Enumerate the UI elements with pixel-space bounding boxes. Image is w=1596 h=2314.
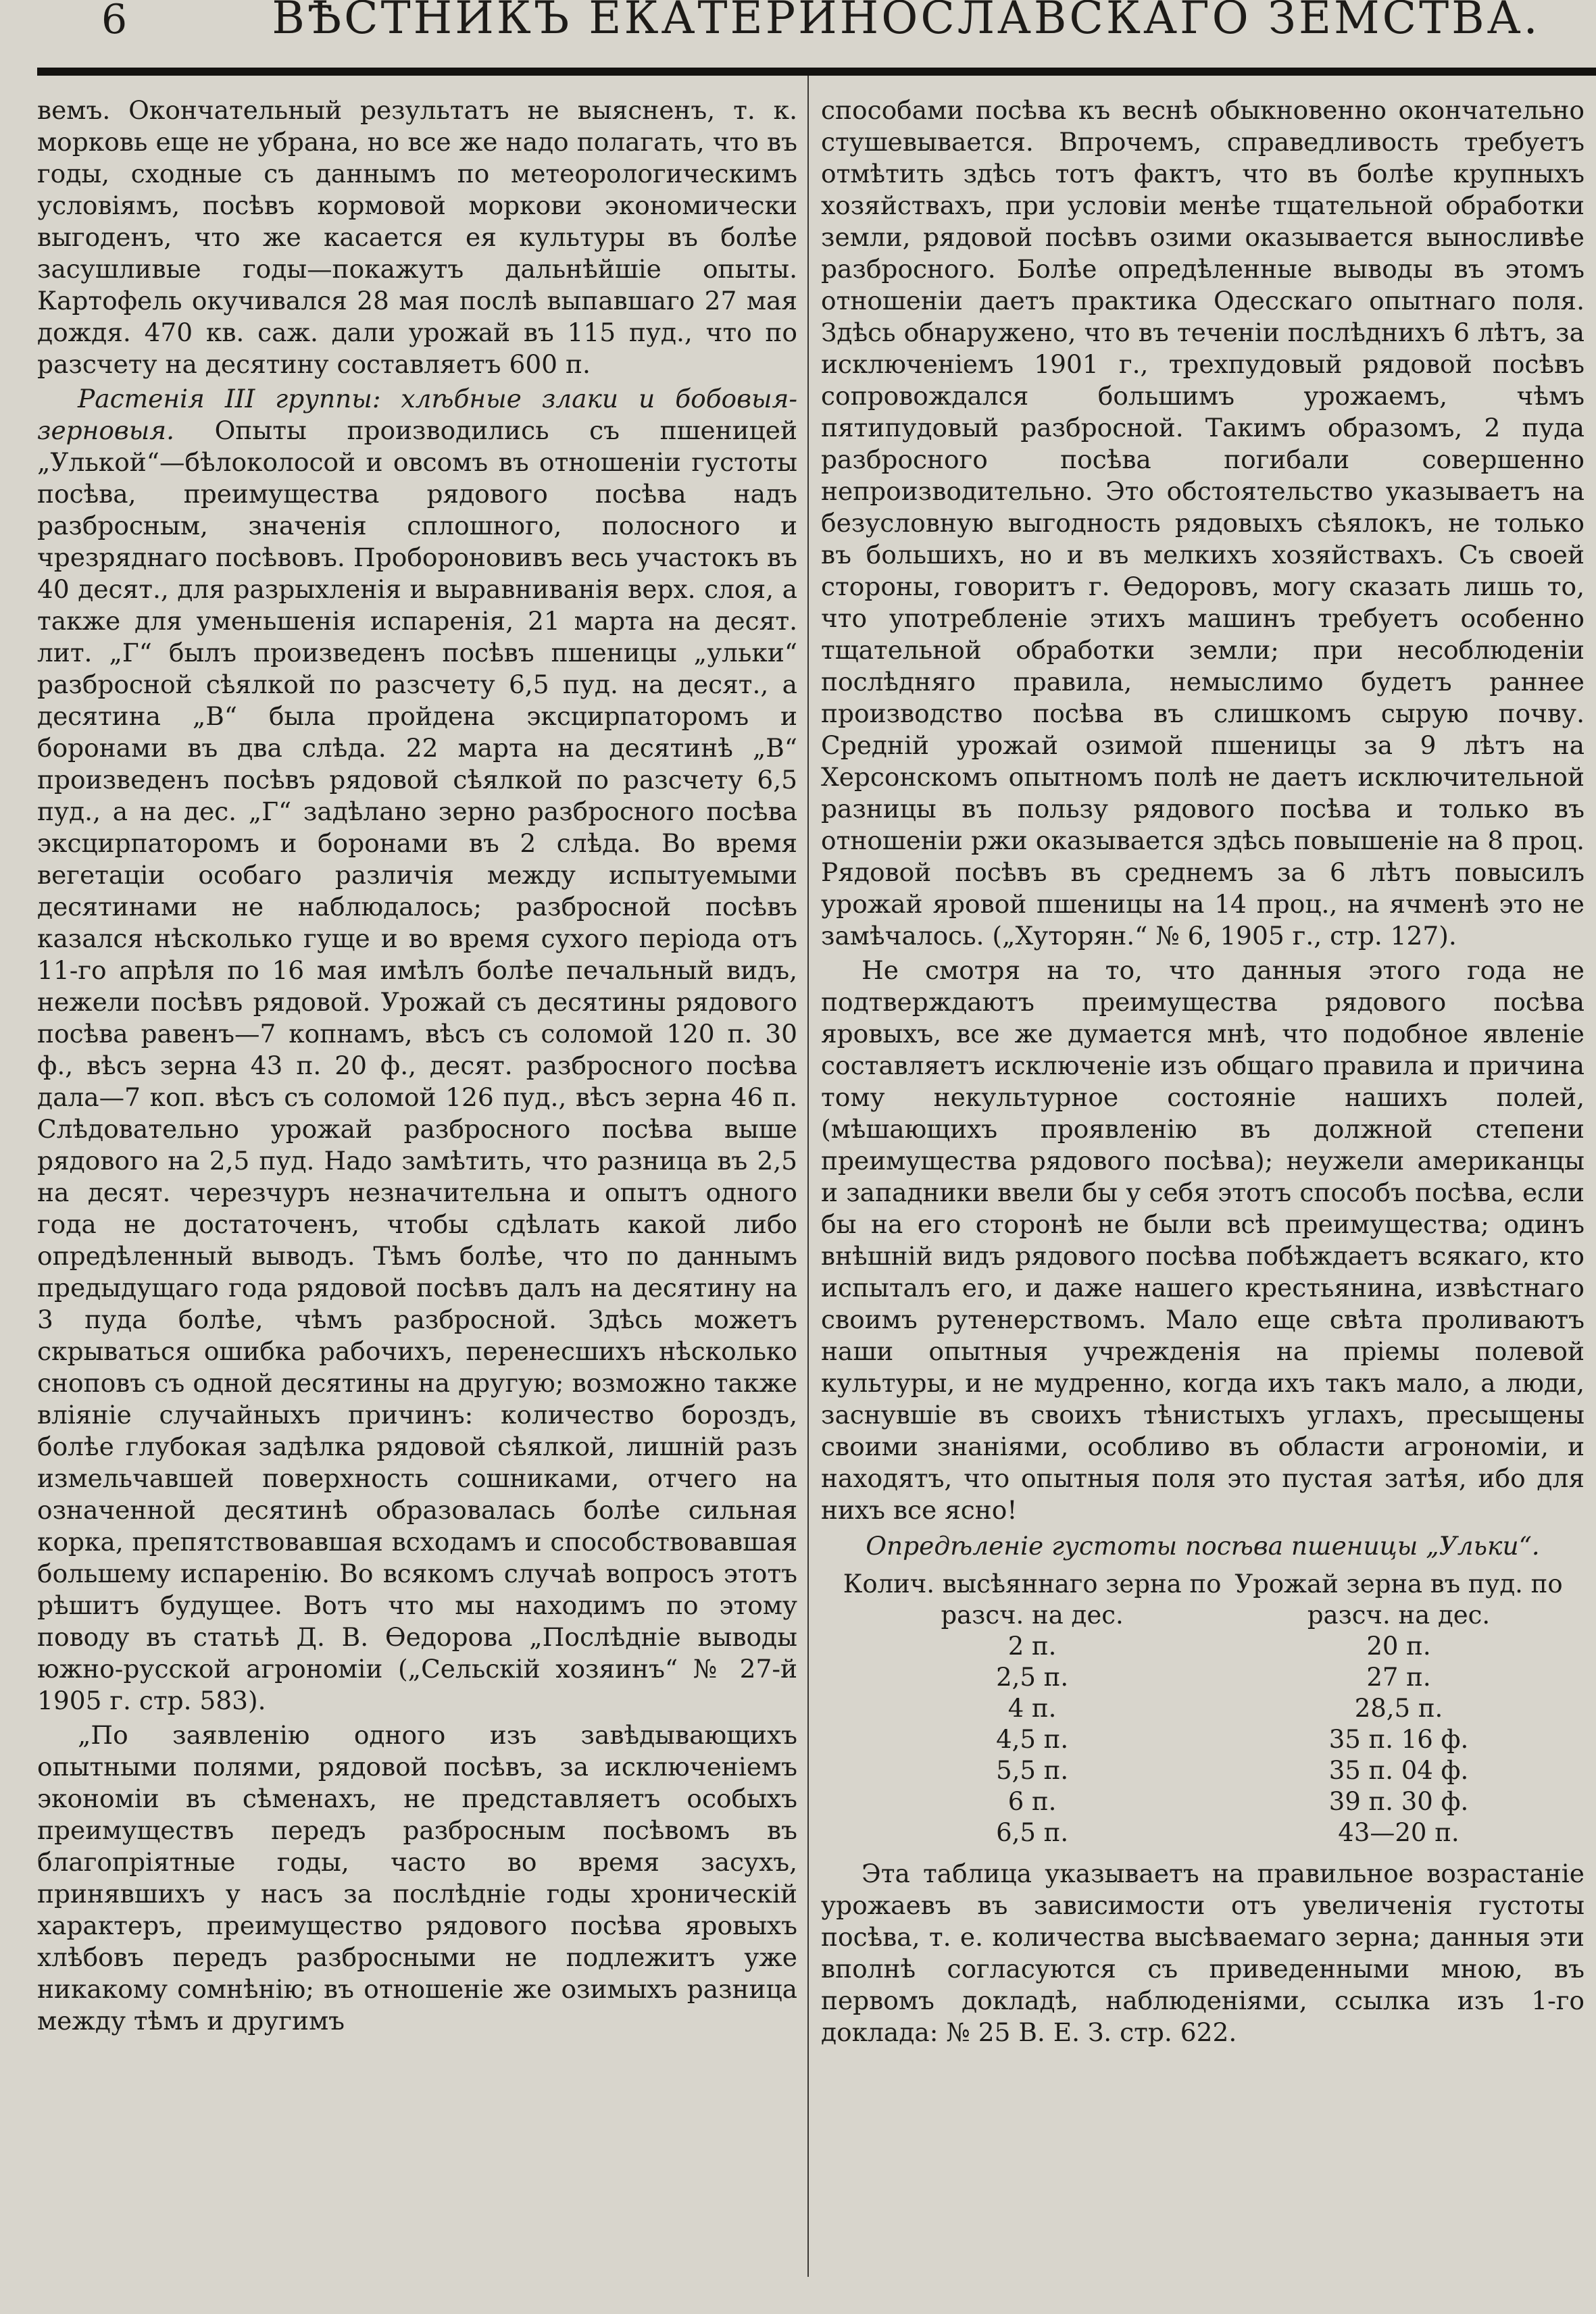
section-heading: Растенія III группы: хлѣбные злаки и бобовыя-зерновыя. xyxy=(37,384,797,445)
right-column xyxy=(821,95,1585,2280)
table-cell: 39 п. 30 ф. xyxy=(1328,1787,1469,1816)
table-cell: 2,5 п. xyxy=(996,1663,1069,1692)
table-cell: 2 п. xyxy=(1007,1632,1057,1661)
table-row xyxy=(837,1662,1570,1693)
table-row xyxy=(837,1786,1570,1817)
table-cell: 43—20 п. xyxy=(1338,1818,1460,1847)
table-row xyxy=(837,1817,1570,1848)
paragraph xyxy=(37,383,797,1717)
table-header-row xyxy=(837,1569,1570,1631)
paragraph: Не смотря на то, что данныя этого года не подтверждаютъ преимущества рядового посѣва яровыхъ, все же думается мнѣ, что подобное явленіе составляетъ исключеніе изъ общаго правила и причина тому некультурное состояніе нашихъ полей, (мѣшающихъ проявленію въ должной степени преимущества рядового посѣва); неужели американцы и западники ввели бы у себя этотъ способъ посѣва, если бы на его сторонѣ не были всѣ преимущества; одинъ внѣшній видъ рядового посѣва побѣждаетъ всякаго, кто испыталъ его, и даже нашего крестьянина, извѣстнаго своимъ рутенерствомъ. Мало еще свѣта проливаютъ наши опытныя учрежденія на пріемы полевой культуры, и не мудренно, когда ихъ такъ мало, а люди, заснувшіе въ своихъ тѣнистыхъ углахъ, пресыщены своими знаніями, особливо въ области агрономіи, и находятъ, что опытныя поля это пустая затѣя, ибо для нихъ все ясно! xyxy=(821,955,1585,1525)
table-row xyxy=(837,1631,1570,1662)
paragraph: вемъ. Окончательный результатъ не выясненъ, т. к. морковь еще не убрана, но все же надо полагать, что въ годы, сходные съ даннымъ по метеорологическимъ условіямъ, посѣвъ кормовой моркови экономически выгоденъ, что же касается ея культуры въ болѣе засушливые годы—покажутъ дальнѣйшіе опыты. Картофель окучивался 28 мая послѣ выпавшаго 27 мая дождя. 470 кв. саж. дали урожай въ 115 пуд., что по разсчету на десятину составляетъ 600 п. xyxy=(37,95,797,379)
header-rule xyxy=(37,68,1596,76)
table-cell: 35 п. 04 ф. xyxy=(1328,1756,1469,1785)
paragraph-text: Опыты производились съ пшеницей „Улькой“—бѣлоколосой и овсомъ въ отношеніи густоты посѣва, преимущества рядового посѣва надъ разбросным, значенія сплошного, полосного и чрезряднаго посѣвовъ. Пробороновивъ весь участокъ въ 40 десят., для разрыхленія и выравниванія верх. слоя, а также для уменьшенія испаренія, 21 марта на десят. лит. „Г“ былъ произведенъ посѣвъ пшеницы „ульки“ разбросной сѣялкой по разсчету 6,5 пуд. на десят., а десятина „В“ была пройдена эксцирпаторомъ и боронами въ два слѣда. 22 марта на десятинѣ „В“ произведенъ посѣвъ рядовой сѣялкой по разсчету 6,5 пуд., а на дес. „Г“ задѣлано зерно разбросного посѣва эксцирпаторомъ и боронами въ 2 слѣда. Во время вегетаціи особаго различія между испытуемыми десятинами не наблюдалось; разбросной посѣвъ казался нѣсколько гуще и во время сухого періода отъ 11-го апрѣля по 16 мая имѣлъ болѣе печальный видъ, нежели посѣвъ рядовой. Урожай съ десятины рядового посѣва равенъ—7 копнамъ, вѣсъ съ соломой 120 п. 30 ф., вѣсъ зерна 43 п. 20 ф., десят. разбросного посѣва дала—7 коп. вѣсъ съ соломой 126 пуд., вѣсъ зерна 46 п. Слѣдовательно урожай разбросного посѣва выше рядового на 2,5 пуд. Надо замѣтить, что разница въ 2,5 на десят. черезчуръ незначительна и опытъ одного года не достаточенъ, чтобы сдѣлать какой либо опредѣленный выводъ. Тѣмъ болѣе, что по даннымъ предыдущаго года рядовой посѣвъ далъ на десятину на 3 пуда болѣе, чѣмъ разбросной. Здѣсь можетъ скрываться ошибка рабочихъ, перенесшихъ нѣсколько сноповъ съ одной десятины на другую; возможно также вліяніе случайныхъ причинъ: количество бороздъ, болѣе глубокая задѣлка рядовой сѣялкой, лишній разъ измельчавшей поверхность сошниками, отчего на означенной десятинѣ образовалась болѣе сильная корка, препятствовавшая всходамъ и способствовавшая большему испаренію. Во всякомъ случаѣ вопросъ этотъ рѣшитъ будущее. Вотъ что мы находимъ по этому поводу въ статьѣ Д. В. Өедорова „Послѣдніе выводы южно-русской агрономіи („Сельскій хозяинъ“ № 27-й 1905 г. стр. 583). xyxy=(37,416,797,1715)
table-row xyxy=(837,1693,1570,1724)
table-cell: 28,5 п. xyxy=(1354,1694,1443,1723)
column-divider xyxy=(807,76,809,2277)
page-header xyxy=(0,0,1596,68)
table-cell: 4 п. xyxy=(1007,1694,1057,1723)
table-cell: 6,5 п. xyxy=(996,1818,1069,1847)
table-row xyxy=(837,1755,1570,1786)
page-number: 6 xyxy=(101,0,128,43)
table-cell: 5,5 п. xyxy=(996,1756,1069,1785)
table-cell: 35 п. 16 ф. xyxy=(1328,1725,1469,1754)
table-cell: 27 п. xyxy=(1366,1663,1431,1692)
table-header-cell: Урожай зерна въ пуд. по разсч. на дес. xyxy=(1235,1569,1563,1630)
left-column xyxy=(37,95,797,2280)
table-row xyxy=(837,1724,1570,1755)
paragraph: Эта таблица указываетъ на правильное возрастаніе урожаевъ въ зависимости отъ увеличенія густоты посѣва, т. е. количества высѣваемаго зерна; данныя эти вполнѣ согласуются съ приведенными мною, въ первомъ докладѣ, наблюденіями, ссылка изъ 1-го доклада: № 25 В. Е. З. стр. 622. xyxy=(821,1859,1585,2047)
quote-paragraph: „По заявленію одного изъ завѣдывающихъ опытными полями, рядовой посѣвъ, за исключеніемъ экономіи въ сѣменахъ, не представляетъ особыхъ преимуществъ передъ разбросным посѣвомъ въ благопріятные годы, часто во время засухъ, принявшихъ у насъ за послѣдніе годы хроническій характеръ, преимущество рядового посѣва яровыхъ хлѣбовъ передъ разбросными не подлежитъ уже никакому сомнѣнію; въ отношеніе же озимыхъ разница между тѣмъ и другимъ xyxy=(37,1720,797,2036)
sowing-density-table xyxy=(837,1569,1570,1848)
table-cell: 20 п. xyxy=(1366,1632,1431,1661)
journal-title: ВѢСТНИКЪ ЕКАТЕРИНОСЛАВСКАГО ЗЕМСТВА. xyxy=(272,0,1541,44)
table-cell: 6 п. xyxy=(1007,1787,1057,1816)
paragraph: способами посѣва къ веснѣ обыкновенно окончательно стушевывается. Впрочемъ, справедливость требуетъ отмѣтить здѣсь тотъ фактъ, что въ болѣе крупныхъ хозяйствахъ, при условіи менѣе тщательной обработки земли, рядовой посѣвъ озими оказывается выносливѣе разбросного. Болѣе опредѣленные выводы въ этомъ отношеніи даетъ практика Одесскаго опытнаго поля. Здѣсь обнаружено, что въ теченіи послѣднихъ 6 лѣтъ, за исключеніемъ 1901 г., трехпудовый рядовой посѣвъ сопровождался большимъ урожаемъ, чѣмъ пятипудовый разбросной. Такимъ образомъ, 2 пуда разбросного посѣва погибали совершенно непроизводительно. Это обстоятельство указываетъ на безусловную выгодность рядовыхъ сѣялокъ, не только въ большихъ, но и въ мелкихъ хозяйствахъ. Съ своей стороны, говоритъ г. Өедоровъ, могу сказать лишь то, что употребленіе этихъ машинъ требуетъ особенно тщательной обработки земли; при несоблюденіи послѣдняго правила, немыслимо будетъ раннее производство посѣва въ слишкомъ сырую почву. Средній урожай озимой пшеницы за 9 лѣтъ на Херсонскомъ опытномъ полѣ не даетъ исключительной разницы въ пользу рядового посѣва и только въ отношеніи ржи оказывается здѣсь повышеніе на 8 проц. Рядовой посѣвъ въ среднемъ за 6 лѣтъ повысилъ урожай яровой пшеницы на 14 проц., на ячменѣ это не замѣчалось. („Хуторян.“ № 6, 1905 г., стр. 127). xyxy=(821,95,1585,951)
table-title: Опредѣленіе густоты посѣва пшеницы „Ульки“. xyxy=(866,1531,1540,1561)
table-header-cell: Колич. высѣяннаго зерна по разсч. на дес. xyxy=(843,1569,1222,1630)
table-cell: 4,5 п. xyxy=(996,1725,1069,1754)
